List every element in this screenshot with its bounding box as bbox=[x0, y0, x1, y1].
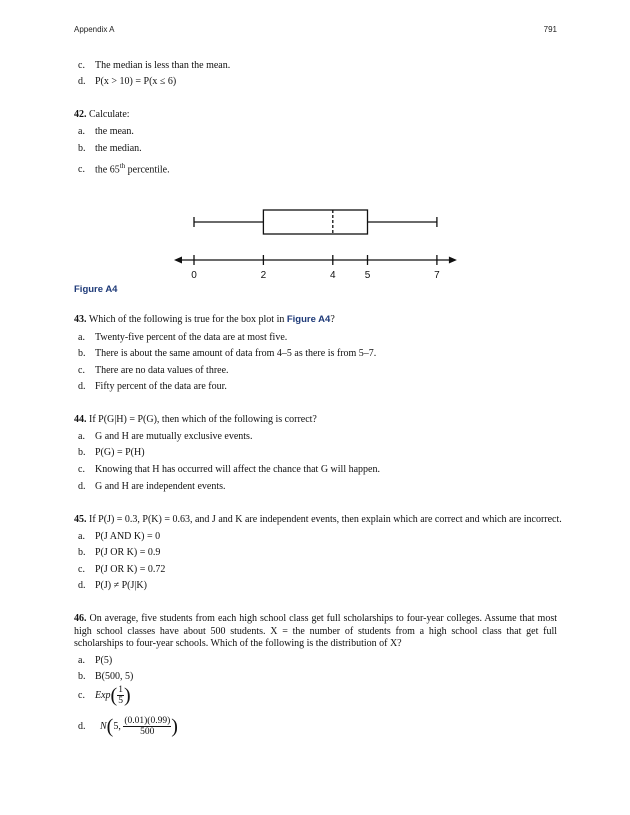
option-text: N bbox=[100, 721, 107, 732]
option-text: P(5) bbox=[95, 655, 113, 666]
option-marker: d. bbox=[78, 721, 86, 732]
option-text: Knowing that H has occurred will affect the chance that G will happen. bbox=[95, 464, 380, 475]
list-item bbox=[78, 671, 133, 683]
option-text: percentile. bbox=[125, 164, 170, 176]
running-header-left: Appendix A bbox=[74, 25, 115, 34]
box-plot-figure bbox=[160, 200, 480, 282]
option-text: G and H are independent events. bbox=[95, 481, 226, 492]
list-item bbox=[78, 160, 170, 176]
question-number: 46. bbox=[74, 613, 87, 624]
option-lead: 5, bbox=[113, 721, 124, 732]
fraction: $\frac{(0.01)(0.99)}{500}$ bbox=[124, 716, 171, 738]
list-item bbox=[78, 481, 226, 493]
option-text: P(J OR K) = 0.9 bbox=[95, 547, 161, 558]
question-number: 42. bbox=[74, 109, 87, 120]
left-arrow-icon bbox=[174, 257, 182, 264]
fraction: $\frac{1}{5}$ bbox=[118, 685, 123, 707]
list-item bbox=[78, 531, 160, 543]
list-item bbox=[78, 365, 229, 377]
question-stem-end: ? bbox=[330, 314, 335, 325]
tick-label: 2 bbox=[260, 270, 267, 281]
question-stem: If P(G|H) = P(G), then which of the following is correct? bbox=[89, 414, 317, 425]
option-marker: a. bbox=[78, 431, 85, 442]
option-marker: a. bbox=[78, 531, 85, 542]
list-item bbox=[78, 332, 287, 344]
option-marker: c. bbox=[78, 365, 85, 376]
option-marker: c. bbox=[78, 690, 85, 701]
list-item bbox=[78, 580, 147, 592]
option-marker: a. bbox=[78, 126, 85, 137]
list-item: c. Exp( $\frac{1}{5}$ ) bbox=[78, 684, 131, 707]
page-number: 791 bbox=[543, 25, 557, 34]
list-item bbox=[78, 76, 176, 88]
option-text: P(G) = P(H) bbox=[95, 447, 145, 458]
option-marker: d. bbox=[78, 76, 86, 87]
option-text: P(J) ≠ P(J|K) bbox=[95, 580, 147, 591]
list-item bbox=[78, 431, 252, 443]
list-item bbox=[78, 564, 165, 576]
question-number: 43. bbox=[74, 314, 87, 325]
option-text: Fifty percent of the data are four. bbox=[95, 381, 227, 392]
question-stem: Which of the following is true for the box plot in bbox=[88, 314, 287, 325]
list-item bbox=[78, 464, 380, 476]
question-43 bbox=[74, 314, 335, 326]
option-text: Exp bbox=[95, 690, 111, 701]
tick-label: 4 bbox=[330, 270, 336, 281]
option-marker: b. bbox=[78, 547, 86, 558]
option-marker: d. bbox=[78, 381, 86, 392]
option-marker: b. bbox=[78, 447, 86, 458]
option-marker: d. bbox=[78, 580, 86, 591]
list-item bbox=[78, 126, 134, 138]
list-item bbox=[78, 60, 230, 72]
question-number: 45. bbox=[74, 514, 87, 525]
list-item bbox=[78, 381, 227, 393]
question-stem: If P(J) = 0.3, P(K) = 0.63, and J and K are independent events, then explain which are correct and which are incorrect. bbox=[89, 514, 562, 525]
question-stem: Calculate: bbox=[89, 109, 130, 120]
option-text: The median is less than the mean. bbox=[95, 60, 231, 71]
option-text: There is about the same amount of data from 4–5 as there is from 5–7. bbox=[95, 348, 377, 359]
tick-label: 5 bbox=[364, 270, 371, 281]
option-text: the median. bbox=[95, 143, 142, 154]
option-marker: a. bbox=[78, 655, 85, 666]
list-item bbox=[78, 655, 112, 667]
option-marker: b. bbox=[78, 143, 86, 154]
option-marker: d. bbox=[78, 481, 86, 492]
list-item bbox=[78, 348, 376, 360]
option-text: Twenty-five percent of the data are at most five. bbox=[95, 332, 288, 343]
question-stem: On average, five students from each high school class get full scholarships to four-year colleges. Assume that most high school classes have about 500 students. X = the number of students from a high school class that get full scholarships to four-year schools. Which of the following is the distribution of X? bbox=[74, 613, 558, 649]
question-number: 44. bbox=[74, 414, 87, 425]
option-text: P(J AND K) = 0 bbox=[95, 531, 161, 542]
figure-link[interactable]: Figure A4 bbox=[286, 314, 331, 325]
option-text: P(J OR K) = 0.72 bbox=[95, 564, 166, 575]
option-text: the mean. bbox=[95, 126, 134, 137]
question-42 bbox=[74, 109, 130, 121]
option-marker: c. bbox=[78, 164, 85, 176]
question-45 bbox=[74, 514, 562, 526]
list-item bbox=[78, 547, 160, 559]
right-arrow-icon bbox=[449, 257, 457, 264]
list-item bbox=[78, 143, 142, 155]
question-46 bbox=[74, 613, 557, 651]
option-text: the 65 bbox=[95, 164, 120, 176]
option-marker: a. bbox=[78, 332, 85, 343]
question-44 bbox=[74, 414, 317, 426]
figure-caption: Figure A4 bbox=[74, 284, 118, 295]
iqr-box bbox=[263, 210, 367, 234]
tick-label: 7 bbox=[434, 270, 440, 281]
list-item: d. N(5, $\frac{(0.01)(0.99)}{500}$ ) bbox=[78, 715, 178, 738]
option-text: There are no data values of three. bbox=[95, 365, 229, 376]
option-text: P(x > 10) = P(x ≤ 6) bbox=[95, 76, 177, 87]
option-marker: c. bbox=[78, 60, 85, 71]
option-marker: b. bbox=[78, 348, 86, 359]
option-marker: c. bbox=[78, 564, 85, 575]
option-text: G and H are mutually exclusive events. bbox=[95, 431, 253, 442]
superscript: th bbox=[119, 162, 126, 170]
tick-label: 0 bbox=[191, 270, 197, 281]
option-marker: b. bbox=[78, 671, 86, 682]
option-text: B(500, 5) bbox=[95, 671, 134, 682]
option-marker: c. bbox=[78, 464, 85, 475]
list-item bbox=[78, 447, 145, 459]
